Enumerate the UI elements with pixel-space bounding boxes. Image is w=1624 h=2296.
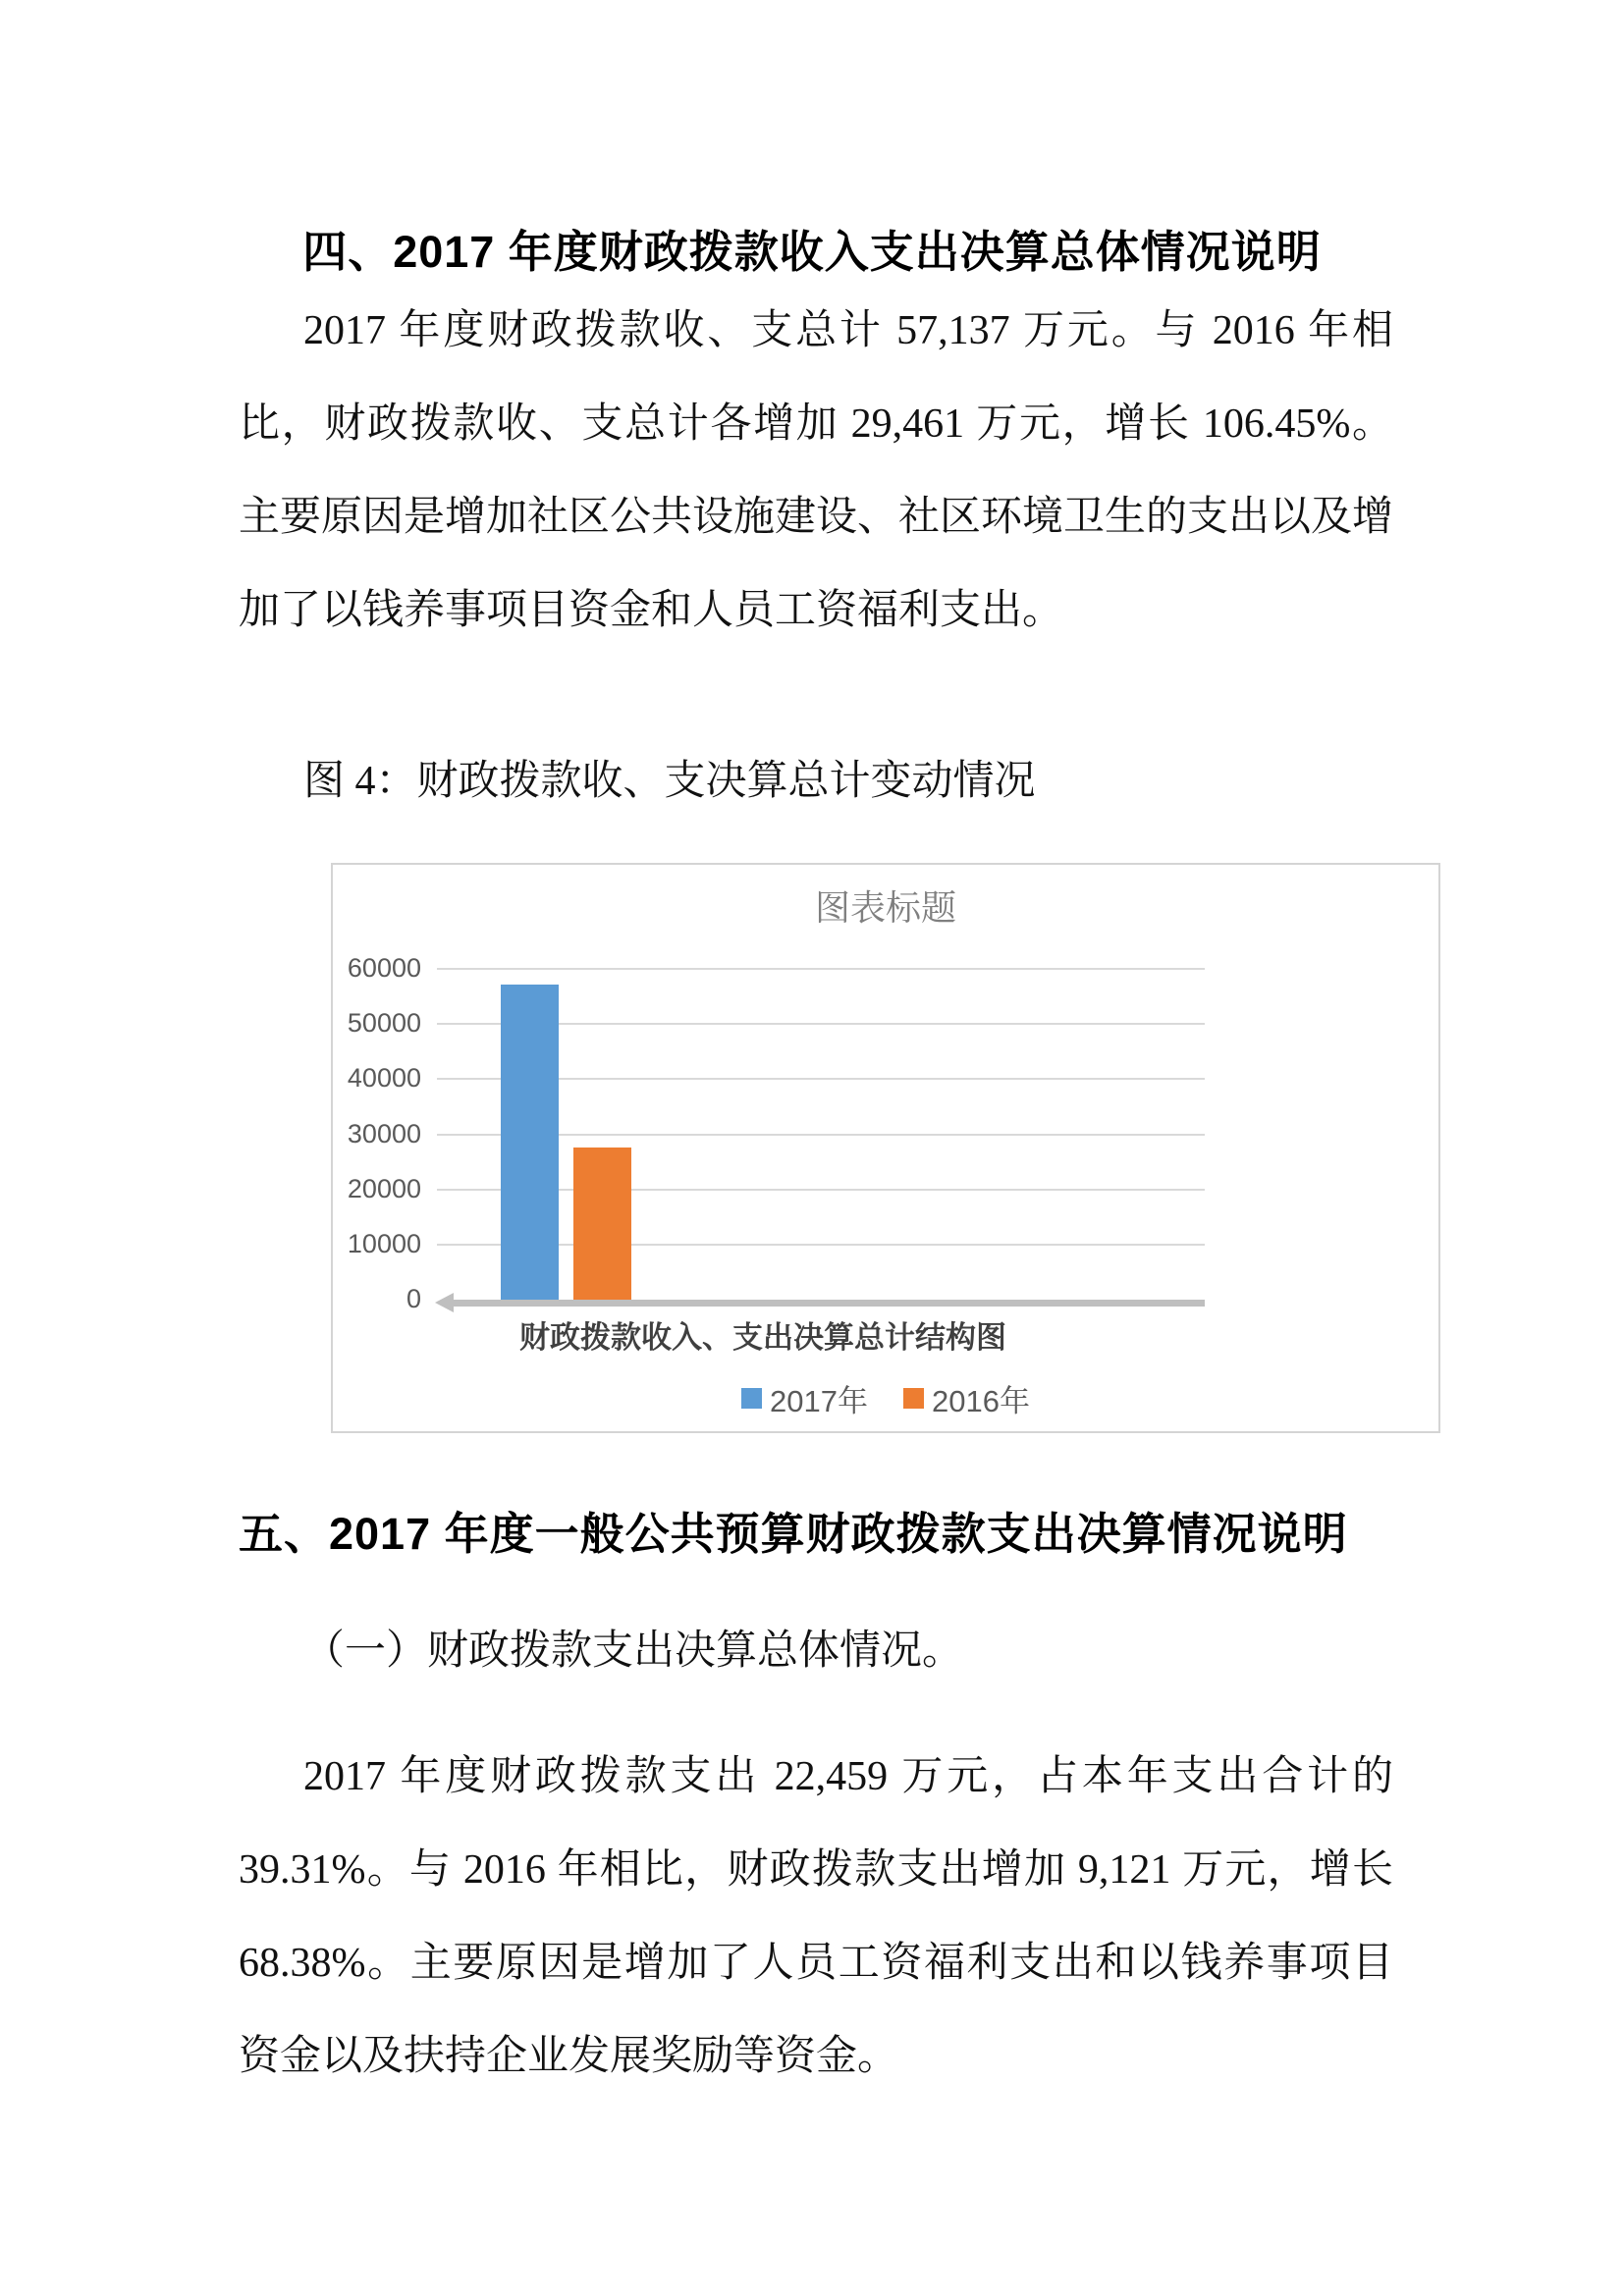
section5-paragraph: 2017 年度财政拨款支出 22,459 万元，占本年支出合计的 39.31%。与 2016 年相比，财政拨款支出增加 9,121 万元，增长 68.38%。主要原因是增加了人员工资福利支出和以钱养事项目资金以及扶持企业发展奖励等资金。 [239, 1754, 1393, 2079]
bar-2017年 [501, 985, 559, 1300]
axis-arrow-icon [435, 1293, 454, 1312]
chart-title: 图表标题 [814, 888, 956, 928]
figure4-bar-chart [331, 863, 1440, 1433]
y-axis-tick-label: 60000 [347, 953, 421, 983]
legend-item [741, 1376, 868, 1420]
chart-legend [333, 1376, 1438, 1420]
y-axis-tick-label: 50000 [347, 1008, 421, 1039]
x-axis-line [453, 1300, 1205, 1307]
section4-heading: 四、2017 年度财政拨款收入支出决算总体情况说明 [302, 227, 1322, 277]
legend-item [903, 1376, 1030, 1420]
y-axis-tick-label: 40000 [347, 1063, 421, 1094]
y-axis-tick-label: 30000 [347, 1118, 421, 1148]
legend-label: 2016年 [932, 1384, 1030, 1418]
figure4-caption: 图 4：财政拨款收、支决算总计变动情况 [303, 759, 1036, 804]
chart-plot-area [437, 969, 1205, 1300]
legend-swatch-icon [903, 1388, 924, 1409]
section5-subheading: （一）财政拨款支出决算总体情况。 [303, 1629, 964, 1674]
gridline [437, 968, 1205, 970]
legend-label: 2017年 [770, 1384, 868, 1418]
bar-2016年 [573, 1148, 631, 1300]
section5-heading: 五、2017 年度一般公共预算财政拨款支出决算情况说明 [239, 1509, 1348, 1559]
y-axis-tick-label: 0 [406, 1284, 421, 1313]
legend-swatch-icon [741, 1388, 762, 1409]
x-axis-category-label: 财政拨款收入、支出决算总计结构图 [519, 1320, 1006, 1355]
y-axis-tick-label: 10000 [347, 1228, 421, 1258]
section4-paragraph: 2017 年度财政拨款收、支总计 57,137 万元。与 2016 年相比，财政拨款收、支总计各增加 29,461 万元，增长 106.45%。主要原因是增加社区公共设施建设、社区环境卫生的支出以及增加了以钱养事项目资金和人员工资福利支出。 [239, 308, 1394, 633]
y-axis-tick-label: 20000 [347, 1173, 421, 1203]
